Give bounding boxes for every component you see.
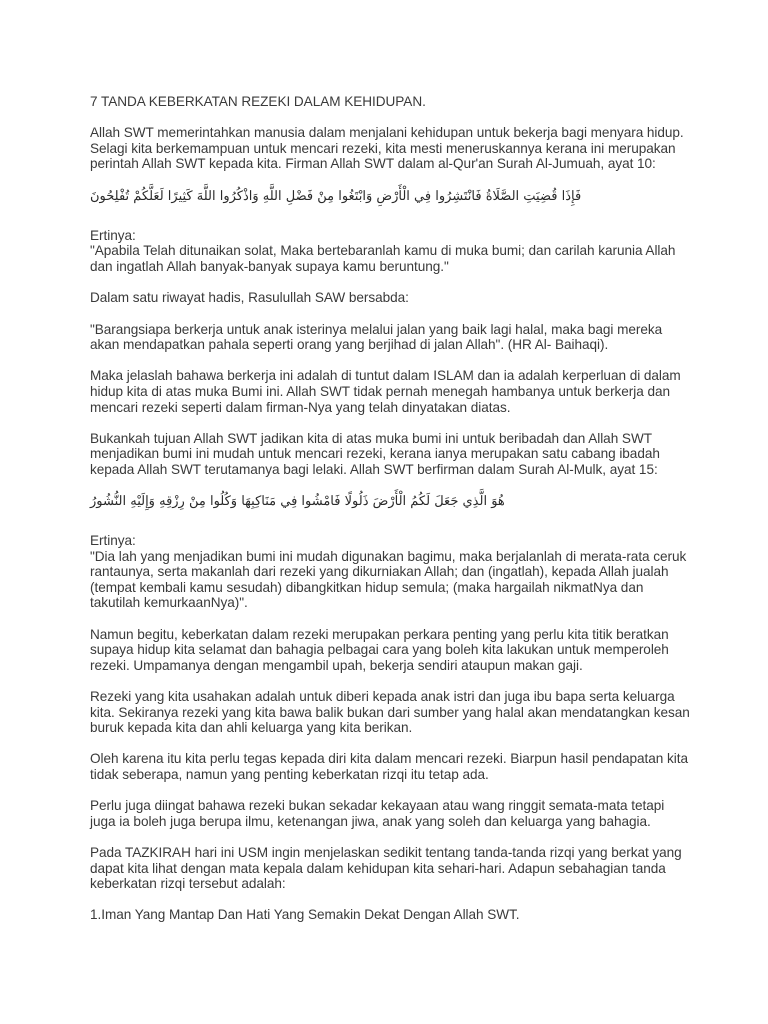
text-line: Selagi kita berkemampuan untuk mencari rezeki, kita mesti meneruskannya kerana ini merupakan — [90, 140, 676, 156]
text-line: perintah Allah SWT kepada kita. Firman Allah SWT dalam al-Qur'an Surah Al-Jumuah, ayat 10: — [90, 156, 656, 172]
text-line: dan ingatlah Allah banyak-banyak supaya kamu beruntung." — [90, 258, 449, 274]
quran-verse-al-jumuah: فَإِذَا قُضِيَتِ الصَّلَاةُ فَانْتَشِرُوا فِي الْأَرْضِ وَابْتَغُوا مِنْ فَضْلِ اللَّهِ وَاذْكُرُوا اللَّهَ كَثِيرًا لَعَلَّكُمْ تُفْلِحُونَ — [90, 188, 582, 204]
paragraph-family — [90, 689, 722, 736]
text-line: takutilah kemurkaanNya)". — [90, 595, 248, 611]
quran-verse-al-mulk: هُوَ الَّذِي جَعَلَ لَكُمُ الْأَرْضَ ذَلُولًا فَامْشُوا فِي مَنَاكِبِهَا وَكُلُوا مِنْ رِزْقِهِ وَإِلَيْهِ النُّشُورُ — [90, 494, 505, 510]
paragraph-not-only-wealth — [90, 798, 722, 829]
paragraph-intro — [90, 125, 722, 172]
document-title — [90, 94, 722, 110]
text-line: dapat kita lihat dengan mata kepala dalam kehidupan kita sehari-hari. Adapun sebahagian tanda — [90, 860, 666, 876]
text-line: kita. Sekiranya rezeki yang kita bawa balik bukan dari sumber yang halal akan mendatangkan kesan — [90, 704, 690, 720]
text-line: buruk kepada kita dan ahli keluarga yang kita berikan. — [90, 720, 413, 736]
paragraph-hadith-intro — [90, 290, 722, 306]
paragraph-tazkirah — [90, 845, 722, 892]
text-line: Ertinya: — [90, 533, 136, 549]
paragraph-hadith — [90, 322, 722, 353]
text-line: menjadikan bumi ini mudah untuk mencari rezeki, kerana ianya merupakan satu cabang ibadah — [90, 446, 660, 462]
text-line: Dalam satu riwayat hadis, Rasulullah SAW bersabda: — [90, 289, 409, 305]
text-line: keberkatan rizqi tersebut adalah: — [90, 876, 286, 892]
list-item-1 — [90, 907, 722, 923]
paragraph-purpose — [90, 431, 722, 478]
text-line: "Apabila Telah ditunaikan solat, Maka bertebaranlah kamu di muka bumi; dan carilah karunia Allah — [90, 243, 676, 259]
paragraph-work-in-islam — [90, 368, 722, 415]
text-line: "Barangsiapa berkerja untuk anak isterinya melalui jalan yang baik lagi halal, maka bagi mereka — [90, 321, 663, 337]
document-body — [90, 94, 722, 939]
paragraph-keberkatan — [90, 627, 722, 674]
text-line: 1.Iman Yang Mantap Dan Hati Yang Semakin Dekat Dengan Allah SWT. — [90, 907, 520, 923]
text-line: mencari rezeki seperti dalam firman-Nya yang telah dinyatakan diatas. — [90, 399, 511, 415]
text-line: Maka jelaslah bahawa berkerja ini adalah di tuntut dalam ISLAM dan ia adalah kerperluan di dalam — [90, 368, 681, 384]
text-line: hidup kita di atas muka Bumi ini. Allah SWT tidak pernah menegah hambanya untuk berkerja dan — [90, 383, 671, 399]
text-line: Rezeki yang kita usahakan adalah untuk diberi kepada anak istri dan juga ibu bapa serta keluarga — [90, 689, 675, 704]
text-line: "Dia lah yang menjadikan bumi ini mudah digunakan bagimu, maka berjalanlah di merata-rata ceruk — [90, 548, 687, 564]
text-line: akan mendapatkan pahala seperti orang yang berjihad di jalan Allah". (HR Al- Baihaqi). — [90, 337, 609, 353]
text-line: kepada Allah SWT terutamanya bagi lelaki. Allah SWT berfirman dalam Surah Al-Mulk, ayat 15: — [90, 461, 658, 477]
text-line: supaya hidup kita selamat dan bahagia pelbagai cara yang boleh kita lakukan untuk memperoleh — [90, 642, 669, 658]
text-line: Namun begitu, keberkatan dalam rezeki merupakan perkara penting yang perlu kita titik beratkan — [90, 626, 669, 642]
text-line: Bukankah tujuan Allah SWT jadikan kita di atas muka bumi ini untuk beribadah dan Allah SWT — [90, 430, 652, 446]
title-text: 7 TANDA KEBERKATAN REZEKI DALAM KEHIDUPAN. — [90, 94, 426, 109]
text-line: juga ia boleh juga berupa ilmu, ketenangan jiwa, anak yang soleh dan keluarga yang bahagia. — [90, 813, 651, 829]
text-line: Oleh karena itu kita perlu tegas kepada diri kita dalam mencari rezeki. Biarpun hasil pendapatan kita — [90, 751, 688, 767]
text-line: Perlu juga diingat bahawa rezeki bukan sekadar kekayaan atau wang ringgit semata-mata tetapi — [90, 798, 665, 814]
paragraph-firmness — [90, 751, 722, 782]
text-line: (tempat kembali kamu sesudah) dibangkitkan hidup semula; (maka hargailah nikmatNya dan — [90, 579, 644, 595]
text-line: rezeki. Umpamanya dengan mengambil upah, bekerja sendiri ataupun makan gaji. — [90, 657, 583, 673]
text-line: Pada TAZKIRAH hari ini USM ingin menjelaskan sedikit tentang tanda-tanda rizqi yang berkat yang — [90, 844, 682, 860]
text-line: tidak seberapa, namun yang penting keberkatan rizqi itu tetap ada. — [90, 766, 489, 782]
text-line: rantaunya, serta makanlah dari rezeki yang dikurniakan Allah; dan (ingatlah), kepada Allah jualah — [90, 564, 669, 580]
text-line: Ertinya: — [90, 227, 136, 243]
paragraph-translation-1 — [90, 228, 722, 275]
paragraph-translation-2 — [90, 533, 722, 611]
text-line: Allah SWT memerintahkan manusia dalam menjalani kehidupan untuk bekerja bagi menyara hidup. — [90, 125, 684, 141]
